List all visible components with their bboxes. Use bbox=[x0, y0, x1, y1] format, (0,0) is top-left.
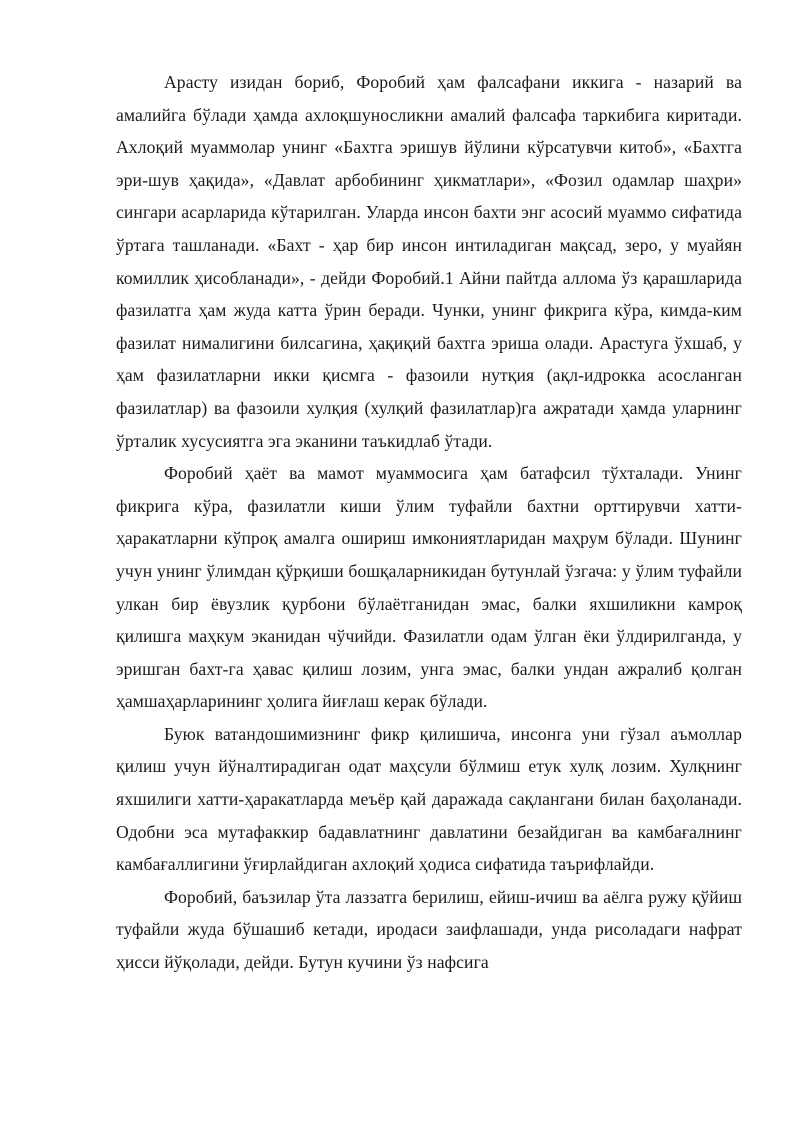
document-page bbox=[116, 66, 742, 979]
paragraph-1-text-a: Арасту изидан бориб, Форобий ҳам фалсафани иккига - назарий ва амалийга бўлади ҳамда ахлоқшуносликни амалий фалсафа таркибига киритади. Ахлоқий муаммолар унинг «Бахтга эришув йўлини кўрсатувчи китоб», «Бахтга эри-шув ҳақида», «Давлат арбобининг ҳикматлари», «Фозил одамлар шаҳри» сингари асарларида кўтарилган. Уларда инсон бахти энг асосий муаммо сифатида ўртага ташланади. «Бахт - ҳар бир инсон интиладиган мақсад, зеро, у муайян комиллик ҳисобланади», - дейди Форобий. bbox=[116, 72, 742, 288]
paragraph-1-text-b: Айни пайтда аллома ўз қарашларида фазилатга ҳам жуда катта ўрин беради. Чунки, унинг фикрига кўра, кимда-ким фазилат нималигини билсагина, ҳақиқий бахтга эриша олади. Арастуга ўхшаб, у ҳам фазилатларни икки қисмга - фазоили нутқия (ақл-идрокка асосланган фазилатлар) ва фазоили хулқия (хулқий фазилатлар)га ажратади ҳамда уларнинг ўрталик хусусиятга эга эканини таъкидлаб ўтади. bbox=[116, 267, 743, 451]
paragraph-3: Буюк ватандошимизнинг фикр қилишича, инсонга уни гўзал аъмоллар қилиш учун йўналтирадиган одат маҳсули бўлмиш етук хулқ лозим. Хулқнинг яхшилиги хатти-ҳаракатларда меъёр қай даражада сақлангани билан баҳоланади. Одобни эса мутафаккир бадавлатнинг давлатини безайдиган ва камбағалнинг камбағаллигини ўғирлайдиган ахлоқий ҳодиса сифатида таърифлайди. bbox=[116, 723, 742, 875]
paragraph-2: Форобий ҳаёт ва мамот муаммосига ҳам батафсил тўхталади. Унинг фикрига кўра, фазилатли киши ўлим туфайли бахтни орттирувчи хатти-ҳаракатларни кўпроқ амалга ошириш имкониятларидан маҳрум бўлади. Шунинг учун унинг ўлимдан қўрқиши бошқаларникидан бутунлай ўзгача: у ўлим туфайли улкан бир ёвузлик қурбони бўлаётганидан эмас, балки яхшиликни камроқ қилишга маҳкум эканидан чўчийди. Фазилатли одам ўлган ёки ўлдирилганда, у эришган бахт-га ҳавас қилиш лозим, унга эмас, балки ундан ажралиб қолган ҳамшаҳарларининг ҳолига йиғлаш керак бўлади. bbox=[116, 463, 742, 712]
footnote-reference: 1 bbox=[444, 267, 454, 288]
paragraph-4: Форобий, баъзилар ўта лаззатга берилиш, ейиш-ичиш ва аёлга ружу қўйиш туфайли жуда бўшашиб кетади, иродаси заифлашади, унда рисоладаги нафрат ҳисси йўқолади, дейди. Бутун кучини ўз нафсига bbox=[116, 886, 742, 973]
paragraph-1 bbox=[116, 66, 742, 457]
